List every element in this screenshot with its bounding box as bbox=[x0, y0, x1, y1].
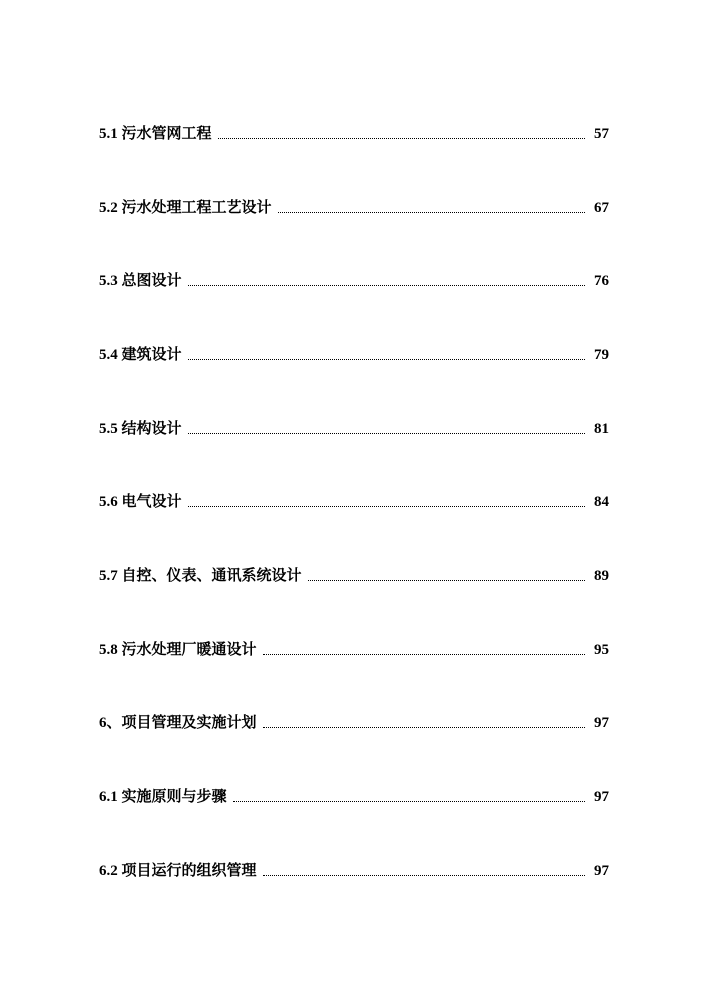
toc-entry-page-number: 79 bbox=[594, 347, 609, 363]
toc-entry[interactable] bbox=[99, 858, 609, 880]
toc-entry-page-number: 76 bbox=[594, 273, 609, 289]
dot-leader bbox=[263, 726, 585, 728]
dot-leader bbox=[188, 358, 585, 360]
dot-leader bbox=[278, 211, 585, 213]
toc-entry-title: 5.4 建筑设计 bbox=[99, 347, 182, 363]
toc-entry-title: 5.3 总图设计 bbox=[99, 273, 182, 289]
toc-entry-page-number: 97 bbox=[594, 789, 609, 805]
dot-leader bbox=[233, 800, 585, 802]
toc-entry-page-number: 67 bbox=[594, 200, 609, 216]
dot-leader bbox=[218, 137, 585, 139]
toc-entry-title: 5.6 电气设计 bbox=[99, 494, 182, 510]
toc-entry[interactable] bbox=[99, 489, 609, 511]
toc-entry-page-number: 89 bbox=[594, 568, 609, 584]
toc-entry[interactable] bbox=[99, 784, 609, 806]
toc-entry[interactable] bbox=[99, 268, 609, 290]
toc-entry-title: 5.8 污水处理厂暖通设计 bbox=[99, 642, 257, 658]
toc-entry[interactable] bbox=[99, 195, 609, 217]
dot-leader bbox=[188, 284, 585, 286]
toc-entry[interactable] bbox=[99, 563, 609, 585]
dot-leader bbox=[188, 505, 585, 507]
dot-leader bbox=[263, 874, 585, 876]
toc-entry[interactable] bbox=[99, 342, 609, 364]
dot-leader bbox=[188, 432, 585, 434]
toc-entry-title: 6.2 项目运行的组织管理 bbox=[99, 863, 257, 879]
dot-leader bbox=[263, 653, 585, 655]
toc-entry[interactable] bbox=[99, 637, 609, 659]
dot-leader bbox=[308, 579, 585, 581]
toc-entry-title: 5.7 自控、仪表、通讯系统设计 bbox=[99, 568, 302, 584]
toc-entry-title: 5.2 污水处理工程工艺设计 bbox=[99, 200, 272, 216]
toc-entry-title: 5.1 污水管网工程 bbox=[99, 126, 212, 142]
toc-entry[interactable] bbox=[99, 710, 609, 732]
toc-entry-page-number: 57 bbox=[594, 126, 609, 142]
toc-entry-page-number: 95 bbox=[594, 642, 609, 658]
toc-entry-title: 6.1 实施原则与步骤 bbox=[99, 789, 227, 805]
toc-entry-page-number: 97 bbox=[594, 863, 609, 879]
toc-entry[interactable] bbox=[99, 121, 609, 143]
toc-entry-page-number: 97 bbox=[594, 715, 609, 731]
toc-entry-page-number: 84 bbox=[594, 494, 609, 510]
toc-entry-page-number: 81 bbox=[594, 421, 609, 437]
toc-entry-title: 5.5 结构设计 bbox=[99, 421, 182, 437]
toc-entry-title: 6、项目管理及实施计划 bbox=[99, 715, 257, 731]
toc-entry[interactable] bbox=[99, 416, 609, 438]
